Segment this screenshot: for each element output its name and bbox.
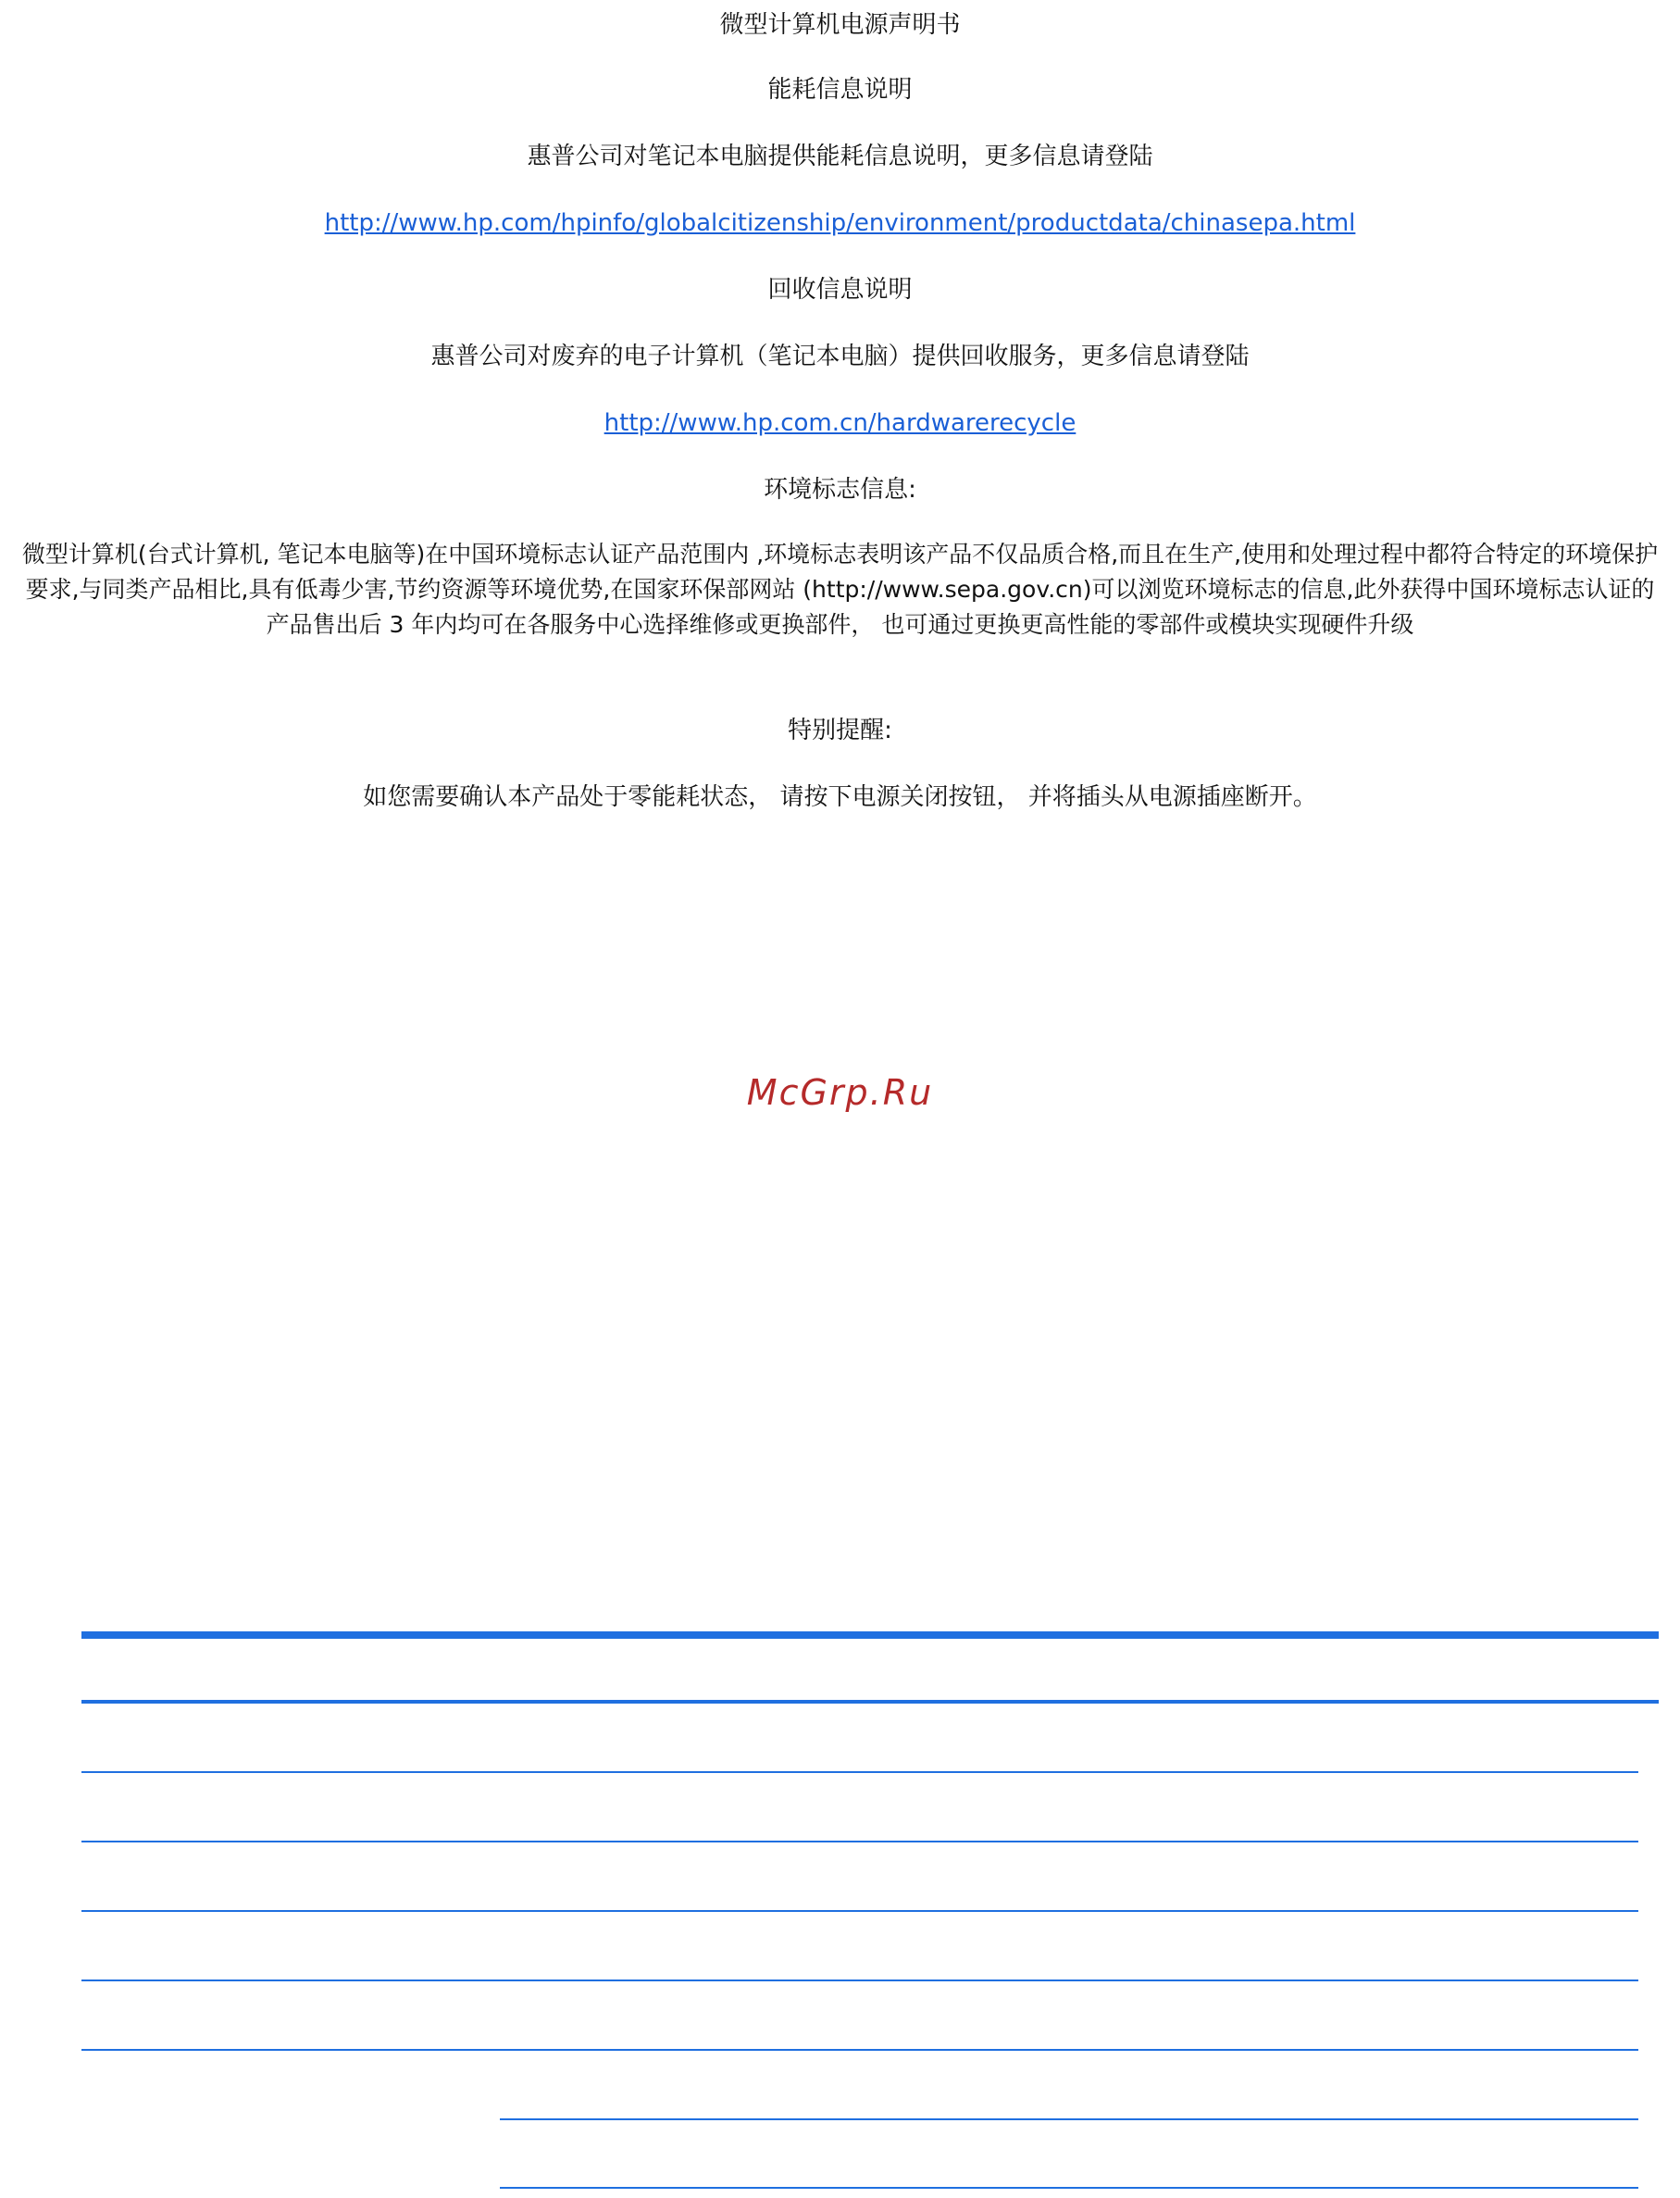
divider-rule <box>81 1771 1638 1773</box>
divider-rule <box>81 1700 1659 1704</box>
energy-link-row <box>0 207 1680 239</box>
recycle-text: 惠普公司对废弃的电子计算机（笔记本电脑）提供回收服务，更多信息请登陆 <box>430 343 1250 370</box>
top-thick-rule <box>81 1631 1659 1639</box>
divider-rule <box>81 1910 1638 1912</box>
divider-rule <box>81 1841 1638 1842</box>
divider-rule <box>500 2118 1638 2120</box>
notice-text: 如您需要确认本产品处于零能耗状态， 请按下电源关闭按钮， 并将插头从电源插座断开。 <box>363 783 1317 811</box>
recycle-link[interactable]: http://www.hp.com.cn/hardwarerecycle <box>604 409 1076 437</box>
divider-rule <box>81 2049 1638 2051</box>
energy-text: 惠普公司对笔记本电脑提供能耗信息说明，更多信息请登陆 <box>527 143 1153 170</box>
recycle-heading: 回收信息说明 <box>767 276 913 304</box>
watermark-logo: McGrp.Ru <box>746 1072 934 1113</box>
ecolabel-heading: 环境标志信息: <box>764 476 916 504</box>
notice-heading: 特别提醒: <box>788 717 892 744</box>
energy-link[interactable]: http://www.hp.com/hpinfo/globalcitizenship/environment/productdata/chinasepa.html <box>324 209 1356 237</box>
energy-heading: 能耗信息说明 <box>767 76 913 104</box>
divider-rule <box>81 1979 1638 1981</box>
divider-rule <box>500 2187 1638 2189</box>
document-title: 微型计算机电源声明书 <box>719 11 961 39</box>
recycle-link-row <box>0 407 1680 439</box>
ecolabel-paragraph: 微型计算机(台式计算机, 笔记本电脑等)在中国环境标志认证产品范围内 ,环境标志表明该产品不仅品质合格,而且在生产,使用和处理过程中都符合特定的环境保护要求,与同类产品相比,具有低毒少害,节约资源等环境优势,在国家环保部网站 (http://www.sepa.gov.cn)可以浏览环境标志的信息,此外获得中国环境标志认证的产品售出后 3 年内均可在各服务中心选择维修或更换部件， 也可通过更换更高性能的零部件或模块实现硬件升级 <box>21 541 1659 638</box>
